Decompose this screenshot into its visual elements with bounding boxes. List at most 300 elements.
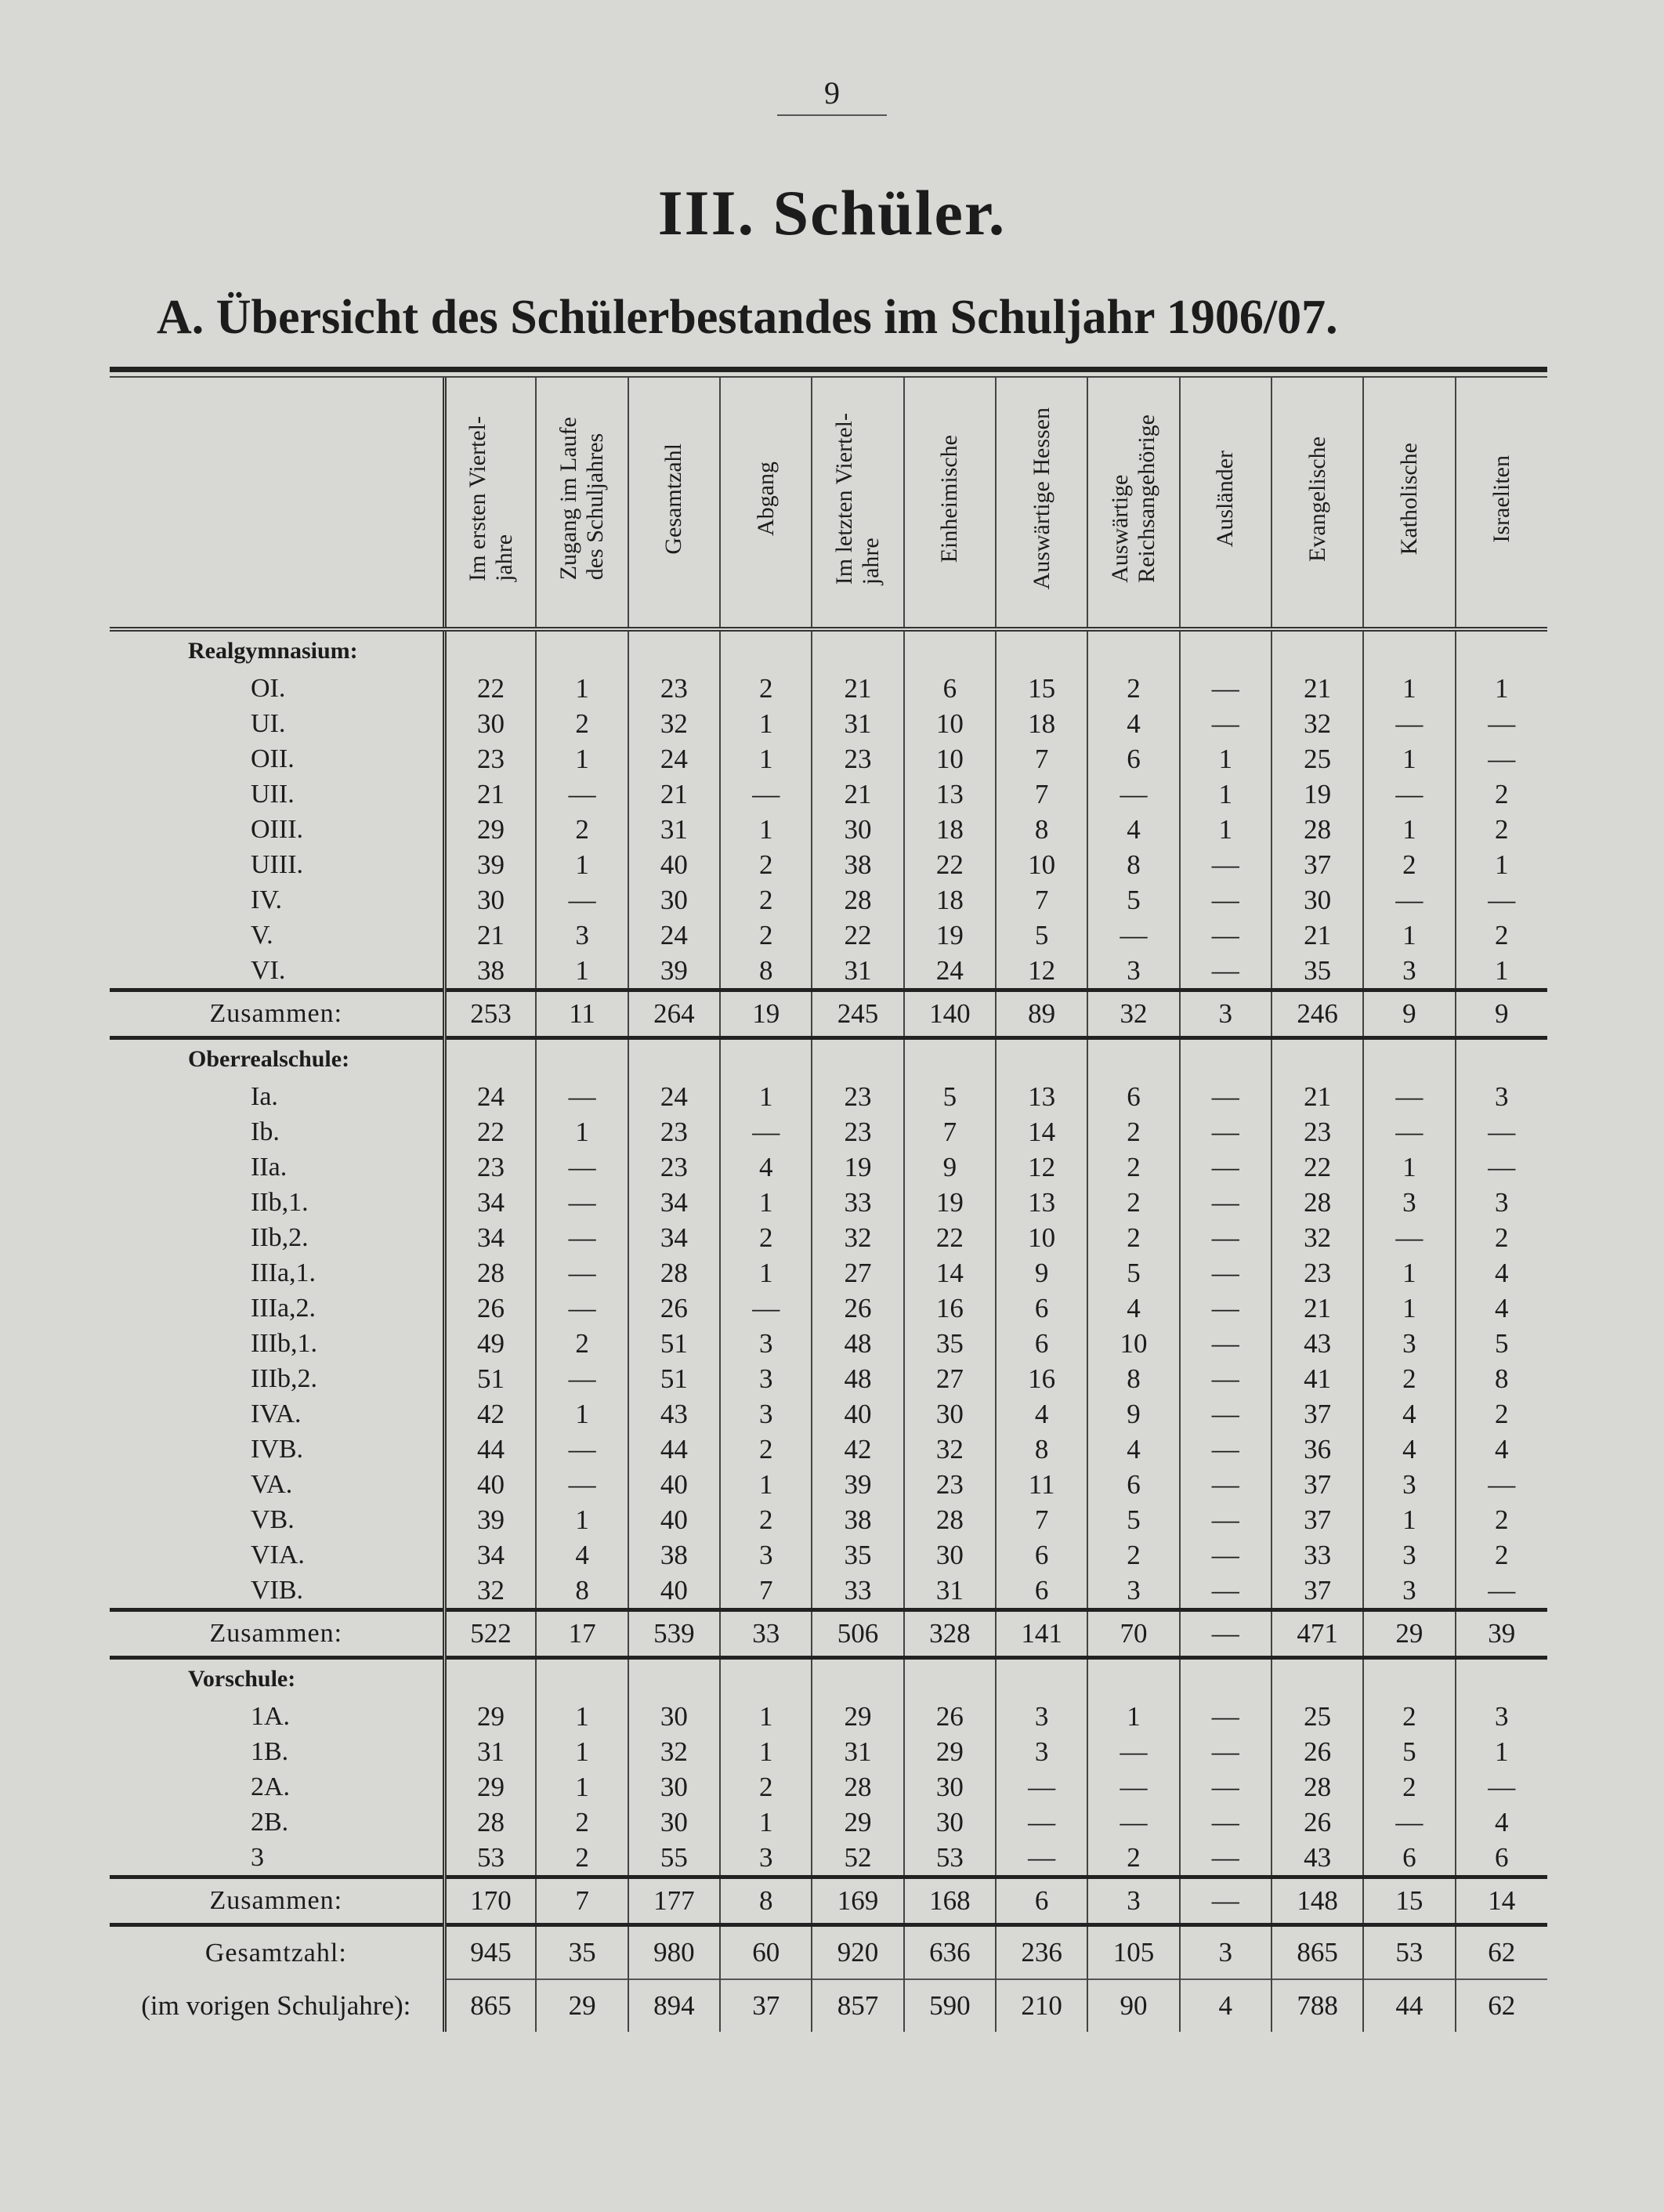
table-row [110, 777, 1547, 812]
cell-value: 28 [904, 1502, 996, 1537]
empty-cell [904, 1658, 996, 1700]
cell-value: 28 [812, 882, 903, 918]
table-row [110, 1149, 1547, 1185]
cell-value: 6 [904, 671, 996, 706]
cell-value: — [1180, 1326, 1272, 1361]
cell-value: 13 [904, 777, 996, 812]
cell-value: 26 [904, 1699, 996, 1734]
cell-value: 10 [996, 1220, 1087, 1255]
empty-cell [904, 629, 996, 671]
cell-value: — [536, 1467, 628, 1502]
cell-value: 3 [1456, 1185, 1547, 1220]
cell-value: 10 [996, 847, 1087, 882]
empty-cell [1087, 1658, 1179, 1700]
cell-value: 33 [812, 1573, 903, 1610]
row-label: UII. [251, 779, 295, 809]
cell-value: 29 [904, 1734, 996, 1769]
cell-value: 246 [1272, 990, 1363, 1038]
cell-value: 21 [1272, 1291, 1363, 1326]
cell-value: — [1180, 1114, 1272, 1149]
cell-value: 43 [1272, 1326, 1363, 1361]
cell-value: — [996, 1769, 1087, 1805]
table-row [110, 1699, 1547, 1734]
header-blank [110, 378, 444, 629]
cell-value: 328 [904, 1610, 996, 1658]
table-row [110, 1361, 1547, 1396]
cell-value: 29 [812, 1699, 903, 1734]
cell-value: 31 [444, 1734, 536, 1769]
cell-value: 31 [812, 953, 903, 990]
section-heading-row [110, 1038, 1547, 1080]
cell-value: 1 [720, 1079, 812, 1114]
section-heading: Vorschule: [188, 1666, 296, 1692]
cell-value: 6 [996, 1537, 1087, 1573]
cell-value: — [1180, 1185, 1272, 1220]
cell-value: 27 [904, 1361, 996, 1396]
cell-value: 6 [996, 1291, 1087, 1326]
cell-value: — [536, 1079, 628, 1114]
cell-value: 2 [536, 1805, 628, 1840]
table-row [110, 1502, 1547, 1537]
cell-value: 2 [536, 812, 628, 847]
chapter-title: III. Schüler. [657, 177, 1007, 248]
cell-value: 89 [996, 990, 1087, 1038]
cell-value: 42 [812, 1432, 903, 1467]
cell-value: 19 [720, 990, 812, 1038]
row-label: Ib. [251, 1117, 280, 1146]
cell-value: 4 [1180, 1979, 1272, 2032]
cell-value: 30 [904, 1769, 996, 1805]
cell-value: 38 [628, 1537, 720, 1573]
cell-value: 40 [444, 1467, 536, 1502]
cell-value: 31 [812, 706, 903, 741]
cell-value: 51 [628, 1361, 720, 1396]
cell-value: 3 [1456, 1079, 1547, 1114]
empty-cell [1456, 1658, 1547, 1700]
cell-value: — [1363, 882, 1455, 918]
cell-value: 23 [628, 1149, 720, 1185]
cell-value: 53 [1363, 1925, 1455, 1980]
cell-value: 55 [628, 1840, 720, 1877]
cell-value: — [1180, 706, 1272, 741]
row-label: UI. [251, 708, 286, 738]
cell-value: 1 [536, 741, 628, 777]
cell-value: 140 [904, 990, 996, 1038]
cell-value: 2 [536, 1326, 628, 1361]
cell-value: — [1180, 1255, 1272, 1291]
cell-value: 26 [444, 1291, 536, 1326]
row-label: IIIa,2. [251, 1293, 317, 1323]
cell-value: 37 [720, 1979, 812, 2032]
row-label: Gesamtzahl: [204, 1938, 347, 1968]
cell-value: 2 [536, 706, 628, 741]
empty-cell [720, 1658, 812, 1700]
empty-cell [628, 629, 720, 671]
cell-value: — [1363, 706, 1455, 741]
row-label: (im vorigen Schuljahre): [141, 1989, 411, 2021]
row-label: IVB. [251, 1434, 304, 1464]
row-label: Zusammen: [110, 1610, 444, 1658]
cell-value: 3 [536, 918, 628, 953]
cell-value: 1 [720, 1734, 812, 1769]
cell-value: 10 [904, 706, 996, 741]
cell-value: 7 [536, 1877, 628, 1925]
row-label: OIII. [251, 814, 304, 844]
row-label: IIb,1. [251, 1187, 309, 1217]
cell-value: 1 [536, 1502, 628, 1537]
cell-value: 32 [1272, 1220, 1363, 1255]
cell-value: 1 [720, 1805, 812, 1840]
previous-year-row [110, 1979, 1547, 2032]
cell-value: 2 [720, 1220, 812, 1255]
cell-value: — [1180, 918, 1272, 953]
cell-value: 7 [996, 777, 1087, 812]
cell-value: 590 [904, 1979, 996, 2032]
cell-value: 3 [1363, 1467, 1455, 1502]
cell-value: 3 [720, 1396, 812, 1432]
cell-value: 30 [1272, 882, 1363, 918]
cell-value: 18 [904, 882, 996, 918]
cell-value: 2 [1087, 1185, 1179, 1220]
cell-value: 23 [812, 1114, 903, 1149]
cell-value: 8 [536, 1573, 628, 1610]
cell-value: 4 [996, 1396, 1087, 1432]
cell-value: 1 [1363, 671, 1455, 706]
cell-value: 39 [1456, 1610, 1547, 1658]
table-row [110, 847, 1547, 882]
cell-value: 19 [904, 918, 996, 953]
header-row [110, 378, 1547, 629]
column-header [720, 378, 812, 629]
cell-value: 62 [1456, 1925, 1547, 1980]
cell-value: 539 [628, 1610, 720, 1658]
cell-value: 39 [444, 847, 536, 882]
cell-value: — [1180, 1432, 1272, 1467]
row-label: IIIb,2. [251, 1363, 317, 1393]
cell-value: 2 [1456, 1220, 1547, 1255]
cell-value: — [536, 1291, 628, 1326]
row-label: IIa. [251, 1152, 288, 1182]
column-header [996, 378, 1087, 629]
cell-value: 30 [904, 1396, 996, 1432]
cell-value: 8 [1456, 1361, 1547, 1396]
cell-value: 9 [1363, 990, 1455, 1038]
row-label: IIIa,1. [251, 1258, 317, 1287]
cell-value: 32 [1087, 990, 1179, 1038]
cell-value: 32 [628, 1734, 720, 1769]
cell-value: 6 [996, 1877, 1087, 1925]
cell-value: 21 [1272, 918, 1363, 953]
cell-value: 2 [720, 918, 812, 953]
cell-value: 23 [1272, 1255, 1363, 1291]
cell-value: 44 [444, 1432, 536, 1467]
cell-value: 3 [1087, 953, 1179, 990]
cell-value: 28 [1272, 1769, 1363, 1805]
table-row [110, 918, 1547, 953]
row-label: V. [251, 920, 273, 950]
cell-value: 8 [1087, 1361, 1179, 1396]
cell-value: 1 [536, 1734, 628, 1769]
cell-value: — [1180, 953, 1272, 990]
cell-value: 21 [628, 777, 720, 812]
cell-value: 2 [1363, 1699, 1455, 1734]
cell-value: 4 [1087, 1291, 1179, 1326]
cell-value: 28 [1272, 1185, 1363, 1220]
cell-value: 15 [1363, 1877, 1455, 1925]
cell-value: 3 [1087, 1573, 1179, 1610]
table-row [110, 1573, 1547, 1610]
cell-value: 1 [1456, 671, 1547, 706]
top-rule [110, 367, 1547, 372]
cell-value: 26 [1272, 1805, 1363, 1840]
cell-value: 4 [1456, 1291, 1547, 1326]
cell-value: 3 [996, 1699, 1087, 1734]
empty-cell [1363, 1038, 1455, 1080]
cell-value: 19 [812, 1149, 903, 1185]
cell-value: 41 [1272, 1361, 1363, 1396]
cell-value: 26 [812, 1291, 903, 1326]
cell-value: — [1363, 1220, 1455, 1255]
cell-value: — [1456, 1114, 1547, 1149]
cell-value: 3 [1363, 1573, 1455, 1610]
table-row [110, 882, 1547, 918]
cell-value: 3 [1180, 1925, 1272, 1980]
cell-value: 27 [812, 1255, 903, 1291]
cell-value: 53 [444, 1840, 536, 1877]
table-row [110, 1840, 1547, 1877]
cell-value: 1 [720, 706, 812, 741]
cell-value: 3 [720, 1840, 812, 1877]
cell-value: — [720, 1114, 812, 1149]
row-label: 2A. [251, 1772, 291, 1801]
cell-value: 31 [904, 1573, 996, 1610]
cell-value: 26 [628, 1291, 720, 1326]
section-heading: Oberrealschule: [188, 1046, 350, 1072]
empty-cell [444, 629, 536, 671]
cell-value: 6 [996, 1573, 1087, 1610]
cell-value: 37 [1272, 1502, 1363, 1537]
cell-value: — [1456, 1467, 1547, 1502]
row-label: VI. [251, 955, 286, 985]
cell-value: 23 [444, 741, 536, 777]
cell-value: 10 [904, 741, 996, 777]
subtotal-row [110, 990, 1547, 1038]
cell-value: — [1180, 1769, 1272, 1805]
cell-value: — [1456, 1769, 1547, 1805]
column-header-label: Abgang [752, 462, 779, 536]
cell-value: 2 [1456, 812, 1547, 847]
cell-value: 28 [444, 1805, 536, 1840]
cell-value: 12 [996, 953, 1087, 990]
cell-value: — [1180, 1079, 1272, 1114]
table-row [110, 1467, 1547, 1502]
cell-value: 1 [536, 847, 628, 882]
cell-value: 6 [1087, 1467, 1179, 1502]
row-label: 1B. [251, 1736, 289, 1766]
cell-value: 2 [1363, 847, 1455, 882]
grand-total-row [110, 1925, 1547, 1980]
column-header-label: Auswärtige Hessen [1028, 407, 1054, 590]
cell-value: 5 [1087, 882, 1179, 918]
cell-value: 1 [536, 1396, 628, 1432]
cell-value: 42 [444, 1396, 536, 1432]
table-row [110, 1769, 1547, 1805]
cell-value: 44 [628, 1432, 720, 1467]
empty-cell [536, 1658, 628, 1700]
cell-value: 48 [812, 1326, 903, 1361]
cell-value: 22 [904, 847, 996, 882]
cell-value: 6 [1087, 1079, 1179, 1114]
table-row [110, 1537, 1547, 1573]
cell-value: — [1180, 1610, 1272, 1658]
cell-value: 30 [628, 1699, 720, 1734]
cell-value: — [536, 1149, 628, 1185]
cell-value: — [1180, 1840, 1272, 1877]
empty-cell [720, 1038, 812, 1080]
column-header-label: Katholische [1395, 442, 1422, 556]
column-header [1363, 378, 1455, 629]
table-row [110, 1185, 1547, 1220]
cell-value: 14 [1456, 1877, 1547, 1925]
cell-value: — [1180, 1291, 1272, 1326]
cell-value: 7 [996, 741, 1087, 777]
cell-value: 18 [904, 812, 996, 847]
column-header-label: Auswärtige Reichsangehörige [1106, 415, 1159, 583]
cell-value: 11 [536, 990, 628, 1038]
cell-value: 2 [1087, 1149, 1179, 1185]
cell-value: 34 [628, 1185, 720, 1220]
empty-cell [1363, 1658, 1455, 1700]
empty-cell [812, 629, 903, 671]
cell-value: 38 [812, 847, 903, 882]
cell-value: 23 [628, 671, 720, 706]
empty-cell [536, 629, 628, 671]
cell-value: 33 [1272, 1537, 1363, 1573]
cell-value: 28 [812, 1769, 903, 1805]
cell-value: 253 [444, 990, 536, 1038]
cell-value: 30 [628, 882, 720, 918]
cell-value: — [1456, 1149, 1547, 1185]
empty-cell [1363, 629, 1455, 671]
column-header [536, 378, 628, 629]
cell-value: 8 [720, 953, 812, 990]
cell-value: — [536, 1255, 628, 1291]
cell-value: 1 [1363, 741, 1455, 777]
cell-value: 49 [444, 1326, 536, 1361]
cell-value: 39 [628, 953, 720, 990]
cell-value: 13 [996, 1185, 1087, 1220]
cell-value: — [1180, 1220, 1272, 1255]
cell-value: 36 [1272, 1432, 1363, 1467]
cell-value: 6 [1087, 741, 1179, 777]
cell-value: 12 [996, 1149, 1087, 1185]
empty-cell [996, 1038, 1087, 1080]
row-label: Zusammen: [110, 1877, 444, 1925]
row-label: VB. [251, 1504, 295, 1534]
column-header-label: Israeliten [1488, 454, 1514, 543]
cell-value: 34 [444, 1537, 536, 1573]
cell-value: 7 [904, 1114, 996, 1149]
cell-value: 3 [1087, 1877, 1179, 1925]
cell-value: 3 [720, 1361, 812, 1396]
cell-value: — [1456, 882, 1547, 918]
empty-cell [1456, 1038, 1547, 1080]
cell-value: 2 [1087, 1220, 1179, 1255]
cell-value: 1 [720, 1699, 812, 1734]
empty-cell [1180, 1038, 1272, 1080]
cell-value: 1 [1363, 1502, 1455, 1537]
cell-value: 506 [812, 1610, 903, 1658]
empty-cell [1180, 1658, 1272, 1700]
cell-value: 33 [720, 1610, 812, 1658]
table-row [110, 1220, 1547, 1255]
cell-value: 4 [1087, 812, 1179, 847]
cell-value: 34 [628, 1220, 720, 1255]
cell-value: 30 [904, 1805, 996, 1840]
row-label: IVA. [251, 1399, 302, 1428]
cell-value: 2 [1087, 1840, 1179, 1877]
cell-value: 3 [1180, 990, 1272, 1038]
cell-value: — [1180, 1149, 1272, 1185]
cell-value: 33 [812, 1185, 903, 1220]
column-header-label: Im letzten Viertel- jahre [831, 412, 884, 585]
cell-value: 29 [444, 1769, 536, 1805]
cell-value: 8 [720, 1877, 812, 1925]
cell-value: 51 [628, 1326, 720, 1361]
cell-value: 25 [1272, 741, 1363, 777]
cell-value: 14 [996, 1114, 1087, 1149]
cell-value: 3 [1363, 1185, 1455, 1220]
cell-value: 37 [1272, 1573, 1363, 1610]
cell-value: 25 [1272, 1699, 1363, 1734]
cell-value: 26 [1272, 1734, 1363, 1769]
cell-value: 2 [720, 1769, 812, 1805]
cell-value: 34 [444, 1185, 536, 1220]
section-heading: Realgymnasium: [110, 629, 444, 671]
cell-value: 945 [444, 1925, 536, 1980]
table-row [110, 741, 1547, 777]
cell-value: 1 [1363, 1291, 1455, 1326]
cell-value: 35 [536, 1925, 628, 1980]
row-label: UIII. [251, 849, 304, 879]
cell-value: — [1087, 1805, 1179, 1840]
cell-value: 3 [720, 1326, 812, 1361]
cell-value: 23 [1272, 1114, 1363, 1149]
cell-value: 29 [812, 1805, 903, 1840]
row-label: 2B. [251, 1807, 289, 1837]
cell-value: 6 [1363, 1840, 1455, 1877]
cell-value: — [536, 1185, 628, 1220]
cell-value: 4 [1456, 1432, 1547, 1467]
cell-value: 4 [720, 1149, 812, 1185]
cell-value: — [1087, 918, 1179, 953]
cell-value: 21 [812, 777, 903, 812]
cell-value: 9 [1456, 990, 1547, 1038]
cell-value: 865 [444, 1979, 536, 2032]
cell-value: 21 [444, 918, 536, 953]
cell-value: 2 [1087, 671, 1179, 706]
cell-value: 4 [1456, 1255, 1547, 1291]
cell-value: — [1087, 1734, 1179, 1769]
cell-value: 28 [628, 1255, 720, 1291]
cell-value: 6 [1456, 1840, 1547, 1877]
cell-value: 43 [1272, 1840, 1363, 1877]
cell-value: — [720, 777, 812, 812]
cell-value: 236 [996, 1925, 1087, 1980]
cell-value: 210 [996, 1979, 1087, 2032]
cell-value: 5 [1363, 1734, 1455, 1769]
cell-value: 37 [1272, 1467, 1363, 1502]
